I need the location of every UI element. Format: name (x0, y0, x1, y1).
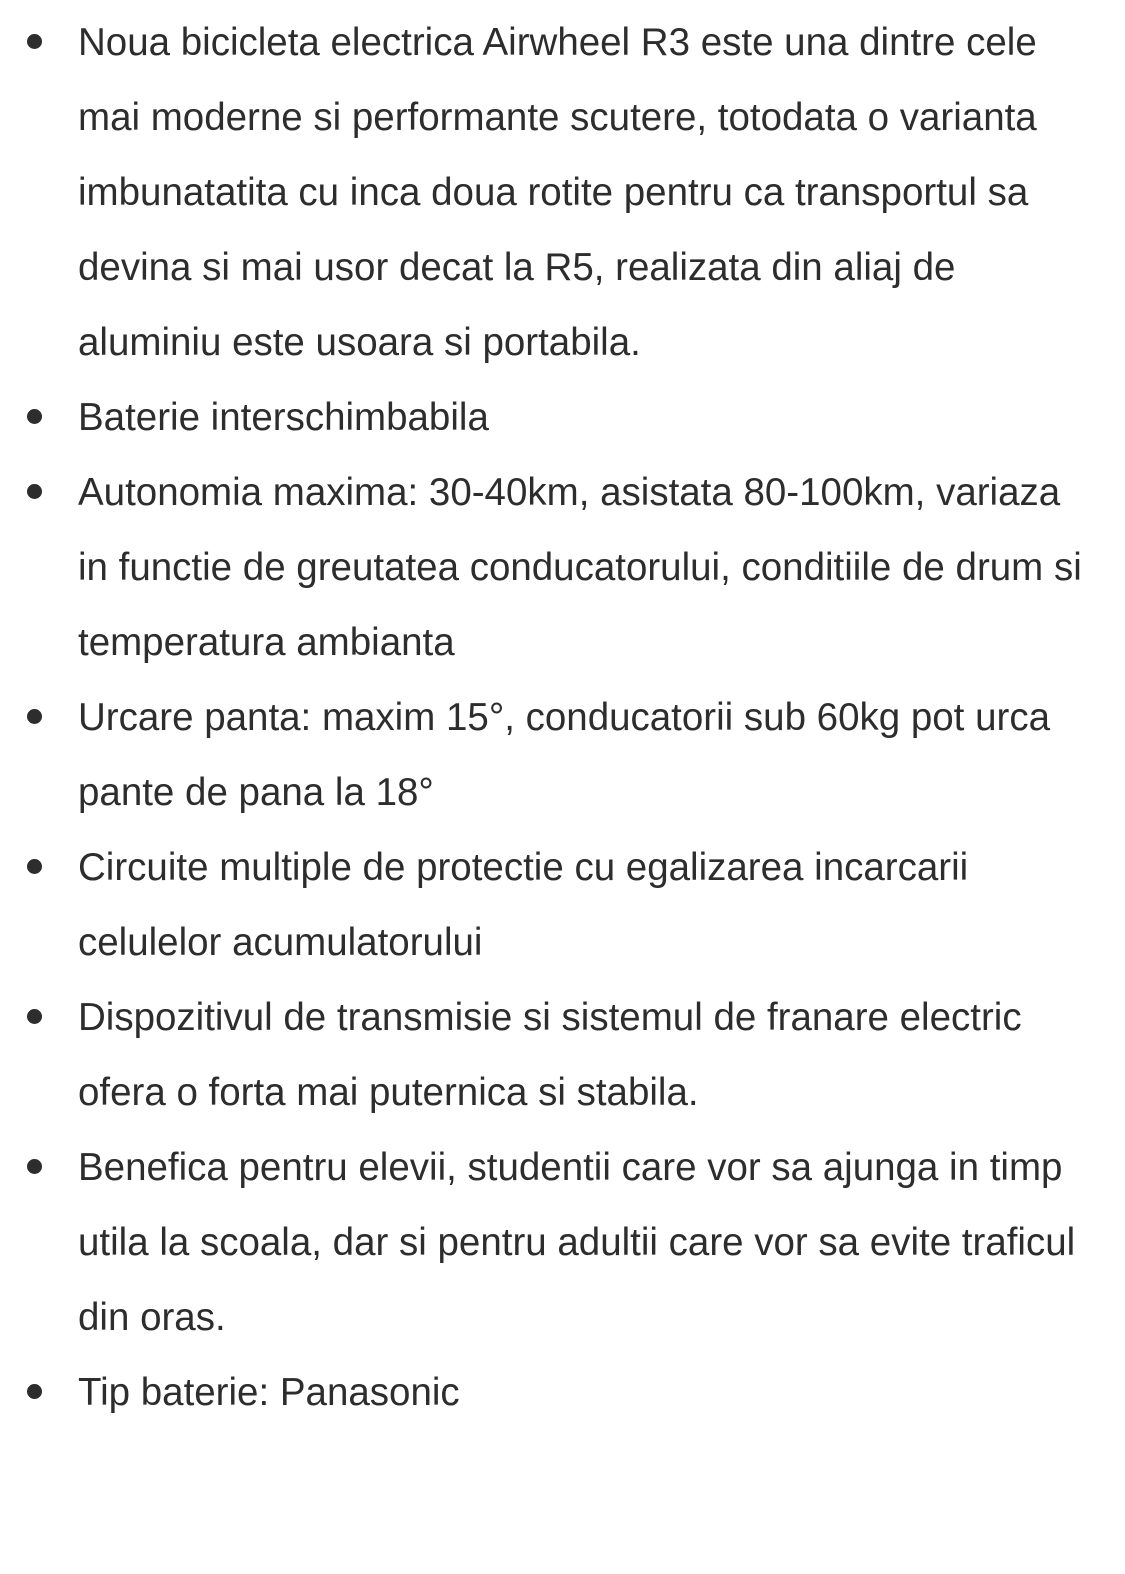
list-item (0, 1355, 1125, 1430)
bullet-icon (27, 859, 42, 874)
list-item (0, 380, 1125, 455)
list-item (0, 1130, 1125, 1355)
bullet-icon (27, 484, 42, 499)
feature-list (0, 5, 1125, 1430)
list-item-text: Noua bicicleta electrica Airwheel R3 este una dintre cele mai moderne si performante scutere, totodata o varianta imbunatatita cu inca doua rotite pentru ca transportul sa devina si mai usor decat la R5, realizata din aliaj de aluminiu este usoara si portabila. (78, 21, 1037, 364)
bullet-icon (27, 34, 42, 49)
list-item-text: Circuite multiple de protectie cu egalizarea incarcarii celulelor acumulatorului (78, 846, 969, 964)
bullet-icon (27, 409, 42, 424)
bullet-icon (27, 1159, 42, 1174)
list-item (0, 980, 1125, 1130)
list-item (0, 830, 1125, 980)
list-item (0, 680, 1125, 830)
list-item (0, 455, 1125, 680)
product-description (0, 5, 1125, 1430)
list-item-text: Benefica pentru elevii, studentii care vor sa ajunga in timp utila la scoala, dar si pentru adultii care vor sa evite traficul din oras. (78, 1146, 1076, 1339)
list-item (0, 5, 1125, 380)
list-item-text: Tip baterie: Panasonic (78, 1371, 460, 1414)
bullet-icon (27, 1009, 42, 1024)
bullet-icon (27, 709, 42, 724)
list-item-text: Urcare panta: maxim 15°, conducatorii sub 60kg pot urca pante de pana la 18° (78, 696, 1050, 814)
list-item-text: Autonomia maxima: 30-40km, asistata 80-100km, variaza in functie de greutatea conducatorului, conditiile de drum si temperatura ambianta (78, 471, 1082, 664)
list-item-text: Dispozitivul de transmisie si sistemul de franare electric ofera o forta mai puternica si stabila. (78, 996, 1022, 1114)
bullet-icon (27, 1384, 42, 1399)
list-item-text: Baterie interschimbabila (78, 396, 489, 439)
